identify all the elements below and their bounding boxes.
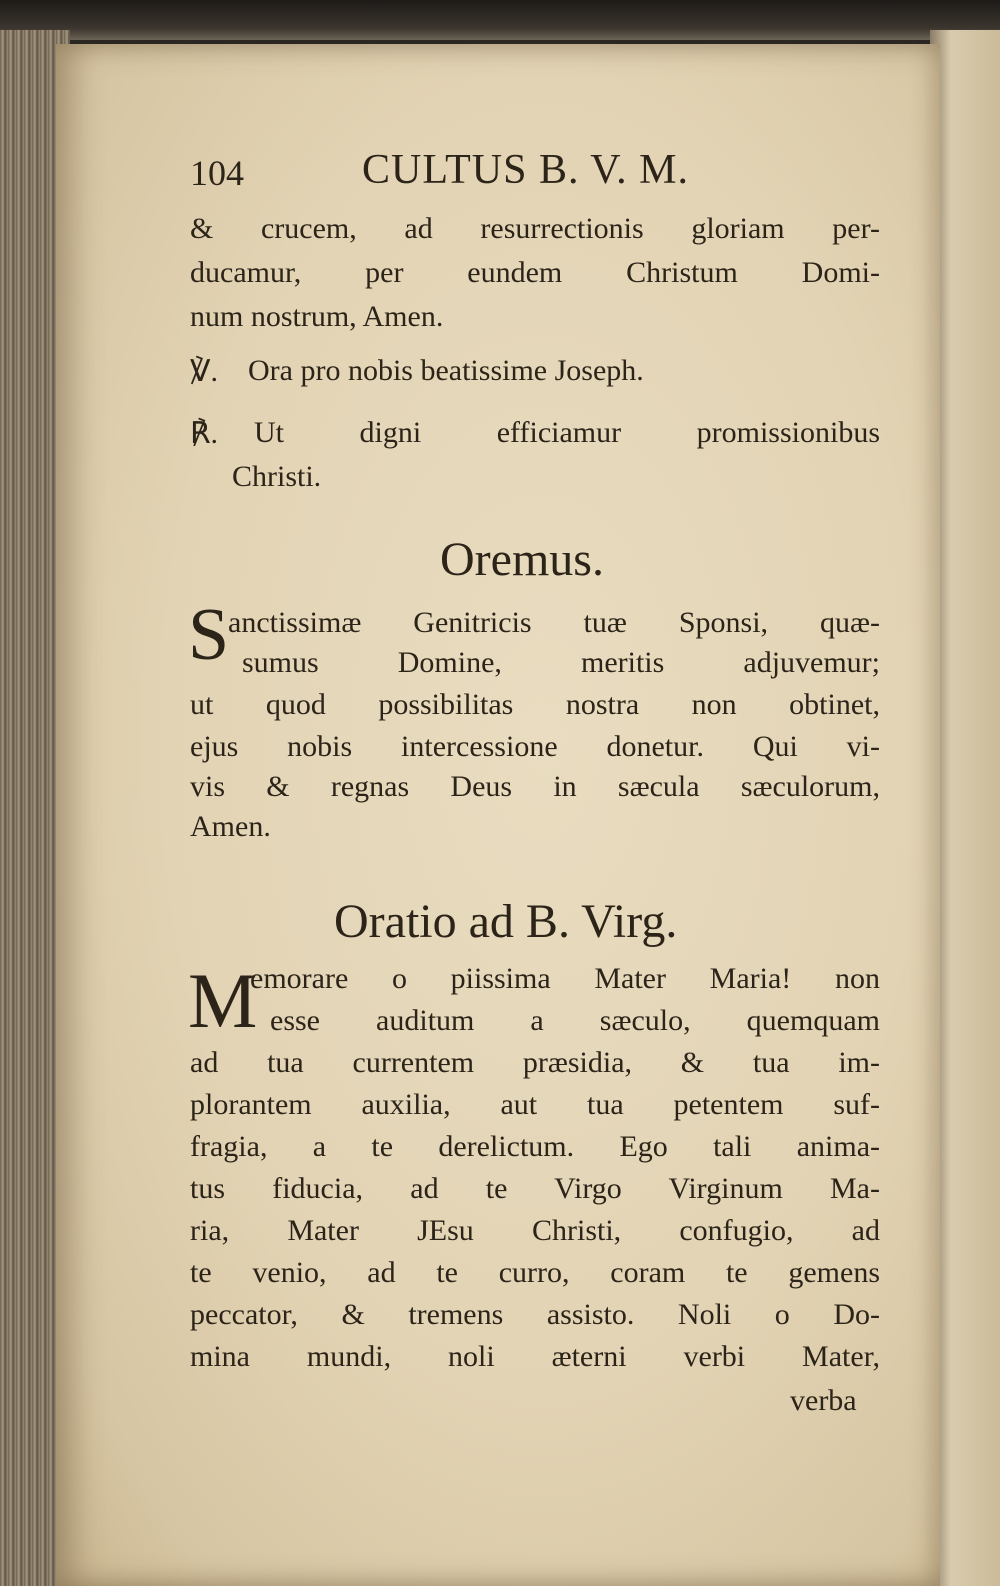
text-line: num nostrum, Amen.: [190, 300, 444, 333]
book-top-edge: [0, 0, 1000, 40]
text-line: & crucem, ad resurrectionis gloriam per-: [190, 212, 880, 245]
text-line: esse auditum a sæculo, quemquam: [270, 1004, 880, 1037]
text-line: tus fiducia, ad te Virgo Virginum Ma-: [190, 1172, 880, 1205]
text-line: vis & regnas Deus in sæcula sæculorum,: [190, 770, 880, 803]
versicle-symbol: ℣.: [190, 355, 219, 388]
text-line: mina mundi, noli æterni verbi Mater,: [190, 1340, 880, 1373]
text-line: emorare o piissima Mater Maria! non: [250, 962, 880, 995]
text-line: peccator, & tremens assisto. Noli o Do-: [190, 1298, 880, 1331]
oremus-heading: Oremus.: [440, 533, 604, 586]
text-line: ejus nobis intercessione donetur. Qui vi-: [190, 730, 880, 763]
page-number: 104: [190, 153, 244, 193]
text-line: ducamur, per eundem Christum Domi-: [190, 256, 880, 289]
text-line: fragia, a te derelictum. Ego tali anima-: [190, 1130, 880, 1163]
running-title: CULTUS B. V. M.: [362, 147, 690, 193]
text-line: Amen.: [190, 810, 271, 843]
text-line: ad tua currentem præsidia, & tua im-: [190, 1046, 880, 1079]
response-line: Christi.: [232, 460, 322, 493]
text-line: sumus Domine, meritis adjuvemur;: [242, 646, 880, 679]
versicle-text: Ora pro nobis beatissime Joseph.: [248, 354, 644, 387]
text-line: plorantem auxilia, aut tua petentem suf-: [190, 1088, 880, 1121]
text-line: ria, Mater JEsu Christi, confugio, ad: [190, 1214, 880, 1247]
drop-cap: M: [188, 957, 258, 1044]
text-line: ut quod possibilitas nostra non obtinet,: [190, 688, 880, 721]
oratio-heading: Oratio ad B. Virg.: [334, 895, 678, 948]
response-line: Ut digni efficiamur promissionibus: [254, 416, 880, 449]
catchword: verba: [790, 1384, 857, 1417]
text-line: te venio, ad te curro, coram te gemens: [190, 1256, 880, 1289]
text-line: anctissimæ Genitricis tuæ Sponsi, quæ-: [228, 606, 880, 639]
response-symbol: ℟.: [190, 417, 219, 450]
facing-page-edge: [930, 30, 1000, 1586]
drop-cap: S: [188, 594, 230, 676]
